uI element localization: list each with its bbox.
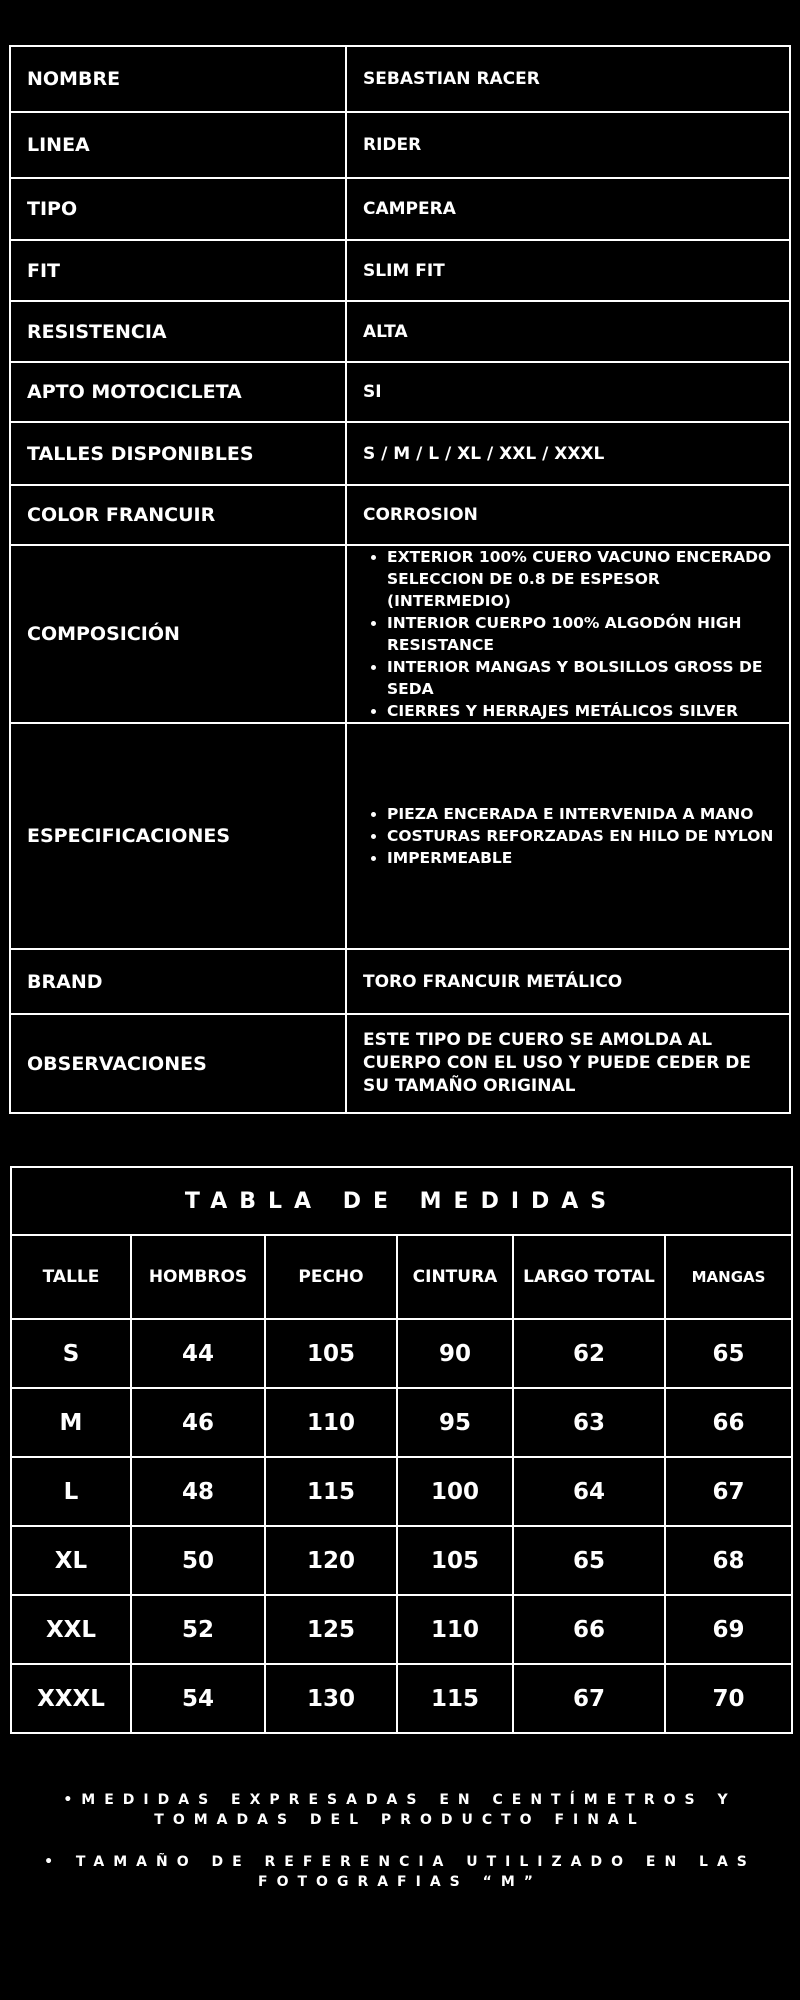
product-spec-table bbox=[9, 45, 791, 1114]
spec-row-composicion bbox=[10, 545, 790, 723]
spec-value: SI bbox=[346, 362, 790, 422]
table-cell: S bbox=[11, 1319, 131, 1388]
spec-row-color bbox=[10, 485, 790, 545]
table-cell: 67 bbox=[665, 1457, 792, 1526]
list-item: • INTERIOR MANGAS Y BOLSILLOS GROSS DE SEDA bbox=[387, 656, 775, 700]
spec-row-apto-motocicleta bbox=[10, 362, 790, 422]
spec-value: RIDER bbox=[346, 112, 790, 178]
list-item: • IMPERMEABLE bbox=[387, 847, 775, 869]
table-cell: 115 bbox=[265, 1457, 397, 1526]
spec-key: RESISTENCIA bbox=[10, 301, 346, 362]
column-header: MANGAS bbox=[665, 1235, 792, 1319]
size-chart-table bbox=[10, 1166, 793, 1734]
column-header: LARGO TOTAL bbox=[513, 1235, 665, 1319]
table-cell: 95 bbox=[397, 1388, 513, 1457]
table-cell: XL bbox=[11, 1526, 131, 1595]
spec-key: TIPO bbox=[10, 178, 346, 240]
size-chart-title-row bbox=[11, 1167, 792, 1235]
table-cell: 48 bbox=[131, 1457, 265, 1526]
spec-value: CAMPERA bbox=[346, 178, 790, 240]
table-cell: 62 bbox=[513, 1319, 665, 1388]
table-cell: M bbox=[11, 1388, 131, 1457]
spec-key: COLOR FRANCUIR bbox=[10, 485, 346, 545]
measurement-note: •MEDIDAS EXPRESADAS EN CENTÍMETROS Y TOMADAS DEL PRODUCTO FINAL bbox=[63, 1792, 737, 1828]
table-cell: 63 bbox=[513, 1388, 665, 1457]
table-cell: 105 bbox=[397, 1526, 513, 1595]
spec-row-brand bbox=[10, 949, 790, 1014]
list-item: • INTERIOR CUERPO 100% ALGODÓN HIGH RESISTANCE bbox=[387, 612, 775, 656]
size-chart-title: TABLA DE MEDIDAS bbox=[11, 1167, 792, 1235]
spec-row-nombre bbox=[10, 46, 790, 112]
spec-row-resistencia bbox=[10, 301, 790, 362]
table-cell: 66 bbox=[665, 1388, 792, 1457]
spec-row-tipo bbox=[10, 178, 790, 240]
table-row bbox=[11, 1457, 792, 1526]
size-chart-header-row bbox=[11, 1235, 792, 1319]
reference-size-note: • TAMAÑO DE REFERENCIA UTILIZADO EN LAS FOTOGRAFIAS “M” bbox=[44, 1854, 756, 1890]
spec-row-talles bbox=[10, 422, 790, 485]
table-cell: 44 bbox=[131, 1319, 265, 1388]
table-cell: 67 bbox=[513, 1664, 665, 1733]
composicion-list bbox=[363, 546, 775, 722]
table-cell: 69 bbox=[665, 1595, 792, 1664]
table-cell: 90 bbox=[397, 1319, 513, 1388]
spec-value bbox=[346, 545, 790, 723]
spec-row-observaciones bbox=[10, 1014, 790, 1113]
column-header: TALLE bbox=[11, 1235, 131, 1319]
spec-key: LINEA bbox=[10, 112, 346, 178]
table-cell: 68 bbox=[665, 1526, 792, 1595]
column-header: CINTURA bbox=[397, 1235, 513, 1319]
spec-key: COMPOSICIÓN bbox=[10, 545, 346, 723]
spec-value: SLIM FIT bbox=[346, 240, 790, 301]
spec-key: ESPECIFICACIONES bbox=[10, 723, 346, 949]
table-cell: 130 bbox=[265, 1664, 397, 1733]
table-cell: 70 bbox=[665, 1664, 792, 1733]
list-item: • EXTERIOR 100% CUERO VACUNO ENCERADO SELECCION DE 0.8 DE ESPESOR (INTERMEDIO) bbox=[387, 546, 775, 612]
column-header: HOMBROS bbox=[131, 1235, 265, 1319]
table-cell: XXXL bbox=[11, 1664, 131, 1733]
table-cell: 110 bbox=[397, 1595, 513, 1664]
spec-key: BRAND bbox=[10, 949, 346, 1014]
spec-key: FIT bbox=[10, 240, 346, 301]
table-row bbox=[11, 1319, 792, 1388]
table-cell: 64 bbox=[513, 1457, 665, 1526]
spec-row-especificaciones bbox=[10, 723, 790, 949]
table-cell: 115 bbox=[397, 1664, 513, 1733]
table-cell: 100 bbox=[397, 1457, 513, 1526]
table-cell: 54 bbox=[131, 1664, 265, 1733]
table-cell: 65 bbox=[513, 1526, 665, 1595]
table-cell: 50 bbox=[131, 1526, 265, 1595]
table-cell: 46 bbox=[131, 1388, 265, 1457]
spec-value: SEBASTIAN RACER bbox=[346, 46, 790, 112]
table-cell: L bbox=[11, 1457, 131, 1526]
spec-key: OBSERVACIONES bbox=[10, 1014, 346, 1113]
list-item: • COSTURAS REFORZADAS EN HILO DE NYLON bbox=[387, 825, 775, 847]
table-row bbox=[11, 1595, 792, 1664]
spec-value: ALTA bbox=[346, 301, 790, 362]
spec-value: S / M / L / XL / XXL / XXXL bbox=[346, 422, 790, 485]
spec-value bbox=[346, 723, 790, 949]
table-cell: 105 bbox=[265, 1319, 397, 1388]
list-item: • PIEZA ENCERADA E INTERVENIDA A MANO bbox=[387, 803, 775, 825]
table-cell: 52 bbox=[131, 1595, 265, 1664]
spec-value: CORROSION bbox=[346, 485, 790, 545]
table-cell: XXL bbox=[11, 1595, 131, 1664]
table-cell: 125 bbox=[265, 1595, 397, 1664]
spec-value: TORO FRANCUIR METÁLICO bbox=[346, 949, 790, 1014]
spec-row-fit bbox=[10, 240, 790, 301]
spec-key: TALLES DISPONIBLES bbox=[10, 422, 346, 485]
table-row bbox=[11, 1388, 792, 1457]
column-header: PECHO bbox=[265, 1235, 397, 1319]
table-row bbox=[11, 1664, 792, 1733]
especificaciones-list bbox=[363, 803, 775, 869]
spec-key: NOMBRE bbox=[10, 46, 346, 112]
table-row bbox=[11, 1526, 792, 1595]
table-cell: 120 bbox=[265, 1526, 397, 1595]
spec-row-linea bbox=[10, 112, 790, 178]
table-cell: 65 bbox=[665, 1319, 792, 1388]
spec-key: APTO MOTOCICLETA bbox=[10, 362, 346, 422]
table-cell: 110 bbox=[265, 1388, 397, 1457]
spec-value: ESTE TIPO DE CUERO SE AMOLDA AL CUERPO CON EL USO Y PUEDE CEDER DE SU TAMAÑO ORIGINAL bbox=[346, 1014, 790, 1113]
list-item: • CIERRES Y HERRAJES METÁLICOS SILVER bbox=[387, 700, 775, 722]
table-cell: 66 bbox=[513, 1595, 665, 1664]
